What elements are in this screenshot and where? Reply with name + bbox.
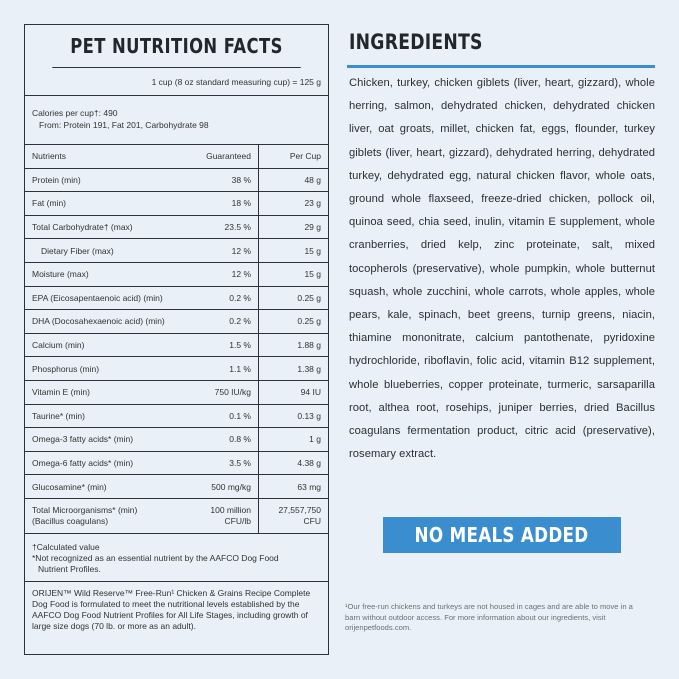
nutrient-row (25, 262, 328, 286)
nutrient-row (25, 357, 328, 381)
nutrient-table-header (25, 145, 328, 168)
nutrient-row (25, 380, 328, 404)
nutrient-row (25, 168, 328, 192)
nutrient-row (25, 239, 328, 263)
header-per-cup: Per Cup (259, 145, 329, 168)
footnote-profiles: Nutrient Profiles. (38, 563, 101, 574)
nutrient-name (25, 498, 174, 533)
nutrient-name: DHA (Docosahexaenoic acid) (min) (25, 310, 174, 334)
nutrient-guaranteed: 500 mg/kg (174, 475, 259, 499)
nutrient-name: Calcium (min) (25, 333, 174, 357)
nutrient-guaranteed: 38 % (174, 168, 259, 192)
ingredients-list: Chicken, turkey, chicken giblets (liver, heart, gizzard), whole herring, salmon, dehydrated chicken, dehydrated chicken liver, oat groats, millet, chicken fat, eggs, flounder, turkey giblets (liver, heart, gizzard), dehydrated herring, dehydrated turkey, dehydrated egg, natural chicken flavor, whole oats, ground whole flaxseed, freeze-dried chicken, pollock oil, quinoa seed, chia seed, inulin, vitamin E supplement, whole cranberries, dried kelp, zinc proteinate, salt, mixed tocopherols (preservative), whole pumpkin, whole butternut squash, whole zucchini, whole carrots, whole apples, whole pears, kale, spinach, beet greens, turnip greens, niacin, thiamine mononitrate, calcium pantothenate, pyridoxine hydrochloride, riboflavin, folic acid, vitamin B12 supplement, whole blueberries, copper proteinate, turmeric, sarsaparilla root, althea root, rosehips, juniper berries, dried Bacillus coagulans fermentation product, citric acid (preservative), rosemary extract. (349, 77, 655, 461)
nutrient-per-cup: 1.88 g (259, 333, 329, 357)
nutrient-per-cup: 23 g (259, 192, 329, 216)
no-meals-added-badge (383, 517, 621, 553)
nutrient-per-cup: 0.25 g (259, 310, 329, 334)
nutrient-per-cup-line: CFU (303, 515, 321, 526)
nutrient-guaranteed: 23.5 % (174, 215, 259, 239)
nutrient-guaranteed: 0.8 % (174, 428, 259, 452)
free-run-disclaimer: ¹Our free-run chickens and turkeys are not housed in cages and are able to move in a barn without outdoor access. For more information about our ingredients, visit orijenpetfoods.com. (345, 602, 633, 632)
badge-label: NO MEALS ADDED (415, 523, 589, 547)
nutrient-guaranteed: 3.5 % (174, 451, 259, 475)
nutrient-guaranteed: 1.5 % (174, 333, 259, 357)
footnotes (25, 534, 328, 582)
nutrient-name: Phosphorus (min) (25, 357, 174, 381)
nutrient-name-line: Total Microorganisms* (min) (32, 504, 138, 515)
header-nutrients: Nutrients (25, 145, 174, 168)
nutrient-per-cup: 0.13 g (259, 404, 329, 428)
nutrient-row (25, 215, 328, 239)
nutrient-table (25, 145, 328, 534)
nutrient-name: Omega-3 fatty acids* (min) (25, 428, 174, 452)
nutrient-row (25, 404, 328, 428)
nutrient-name: Dietary Fiber (max) (25, 239, 174, 263)
nutrient-per-cup (259, 498, 329, 533)
nutrient-name: Protein (min) (25, 168, 174, 192)
aafco-statement: ORIJEN™ Wild Reserve™ Free-Run¹ Chicken & Grains Recipe Complete Dog Food is formulated to meet the nutritional levels established by the AAFCO Dog Food Nutrient Profiles for All Life Stages, including growth of large size dogs (70 lb. or more as an adult). (32, 587, 311, 631)
nutrient-name: Glucosamine* (min) (25, 475, 174, 499)
header-guaranteed: Guaranteed (174, 145, 259, 168)
nutrient-guaranteed-line: 100 million (210, 504, 251, 515)
nutrient-row (25, 333, 328, 357)
nutrient-per-cup: 15 g (259, 239, 329, 263)
nutrient-per-cup: 94 IU (259, 380, 329, 404)
nutrient-per-cup: 15 g (259, 262, 329, 286)
nutrient-per-cup: 0.25 g (259, 286, 329, 310)
nutrient-per-cup: 1 g (259, 428, 329, 452)
nutrient-guaranteed: 12 % (174, 262, 259, 286)
nutrient-name: Omega-6 fatty acids* (min) (25, 451, 174, 475)
nutrient-row-microorganisms (25, 498, 328, 533)
nutrient-name-line: (Bacillus coagulans) (32, 515, 109, 526)
calories-breakdown: From: Protein 191, Fat 201, Carbohydrate 98 (39, 120, 209, 130)
footnote-calculated: †Calculated value (32, 541, 100, 552)
nutrient-guaranteed: 750 IU/kg (174, 380, 259, 404)
nutrient-name: Moisture (max) (25, 262, 174, 286)
nutrient-guaranteed: 0.2 % (174, 286, 259, 310)
nutrient-per-cup: 29 g (259, 215, 329, 239)
nutrient-name: EPA (Eicosapentaenoic acid) (min) (25, 286, 174, 310)
nutrition-facts-title: PET NUTRITION FACTS (52, 25, 300, 68)
nutrient-guaranteed: 0.2 % (174, 310, 259, 334)
nutrient-name: Taurine* (min) (25, 404, 174, 428)
nutrition-facts-panel (24, 24, 329, 655)
nutrient-row (25, 310, 328, 334)
nutrient-row (25, 475, 328, 499)
nutrient-row (25, 192, 328, 216)
nutrient-name: Fat (min) (25, 192, 174, 216)
nutrient-guaranteed: 0.1 % (174, 404, 259, 428)
nutrient-row (25, 428, 328, 452)
nutrient-guaranteed (174, 498, 259, 533)
nutrient-row (25, 451, 328, 475)
serving-size: 1 cup (8 oz standard measuring cup) = 125 g (25, 68, 328, 96)
nutrient-guaranteed: 18 % (174, 192, 259, 216)
nutrient-guaranteed-line: CFU/lb (224, 515, 251, 526)
nutrient-guaranteed: 1.1 % (174, 357, 259, 381)
nutrient-name: Total Carbohydrate† (max) (25, 215, 174, 239)
nutrient-per-cup-line: 27,557,750 (278, 504, 321, 515)
footnote-not-recognized: *Not recognized as an essential nutrient by the AAFCO Dog Food (32, 552, 279, 563)
nutrient-name: Vitamin E (min) (25, 380, 174, 404)
nutrient-per-cup: 4.38 g (259, 451, 329, 475)
ingredients-divider (347, 65, 655, 68)
nutrient-per-cup: 1.38 g (259, 357, 329, 381)
calories-per-cup: Calories per cup†: 490 (32, 108, 118, 118)
nutrient-guaranteed: 12 % (174, 239, 259, 263)
nutrient-per-cup: 63 mg (259, 475, 329, 499)
ingredients-title: INGREDIENTS (349, 30, 483, 54)
nutrient-per-cup: 48 g (259, 168, 329, 192)
calories-info (25, 96, 328, 145)
nutrient-row (25, 286, 328, 310)
